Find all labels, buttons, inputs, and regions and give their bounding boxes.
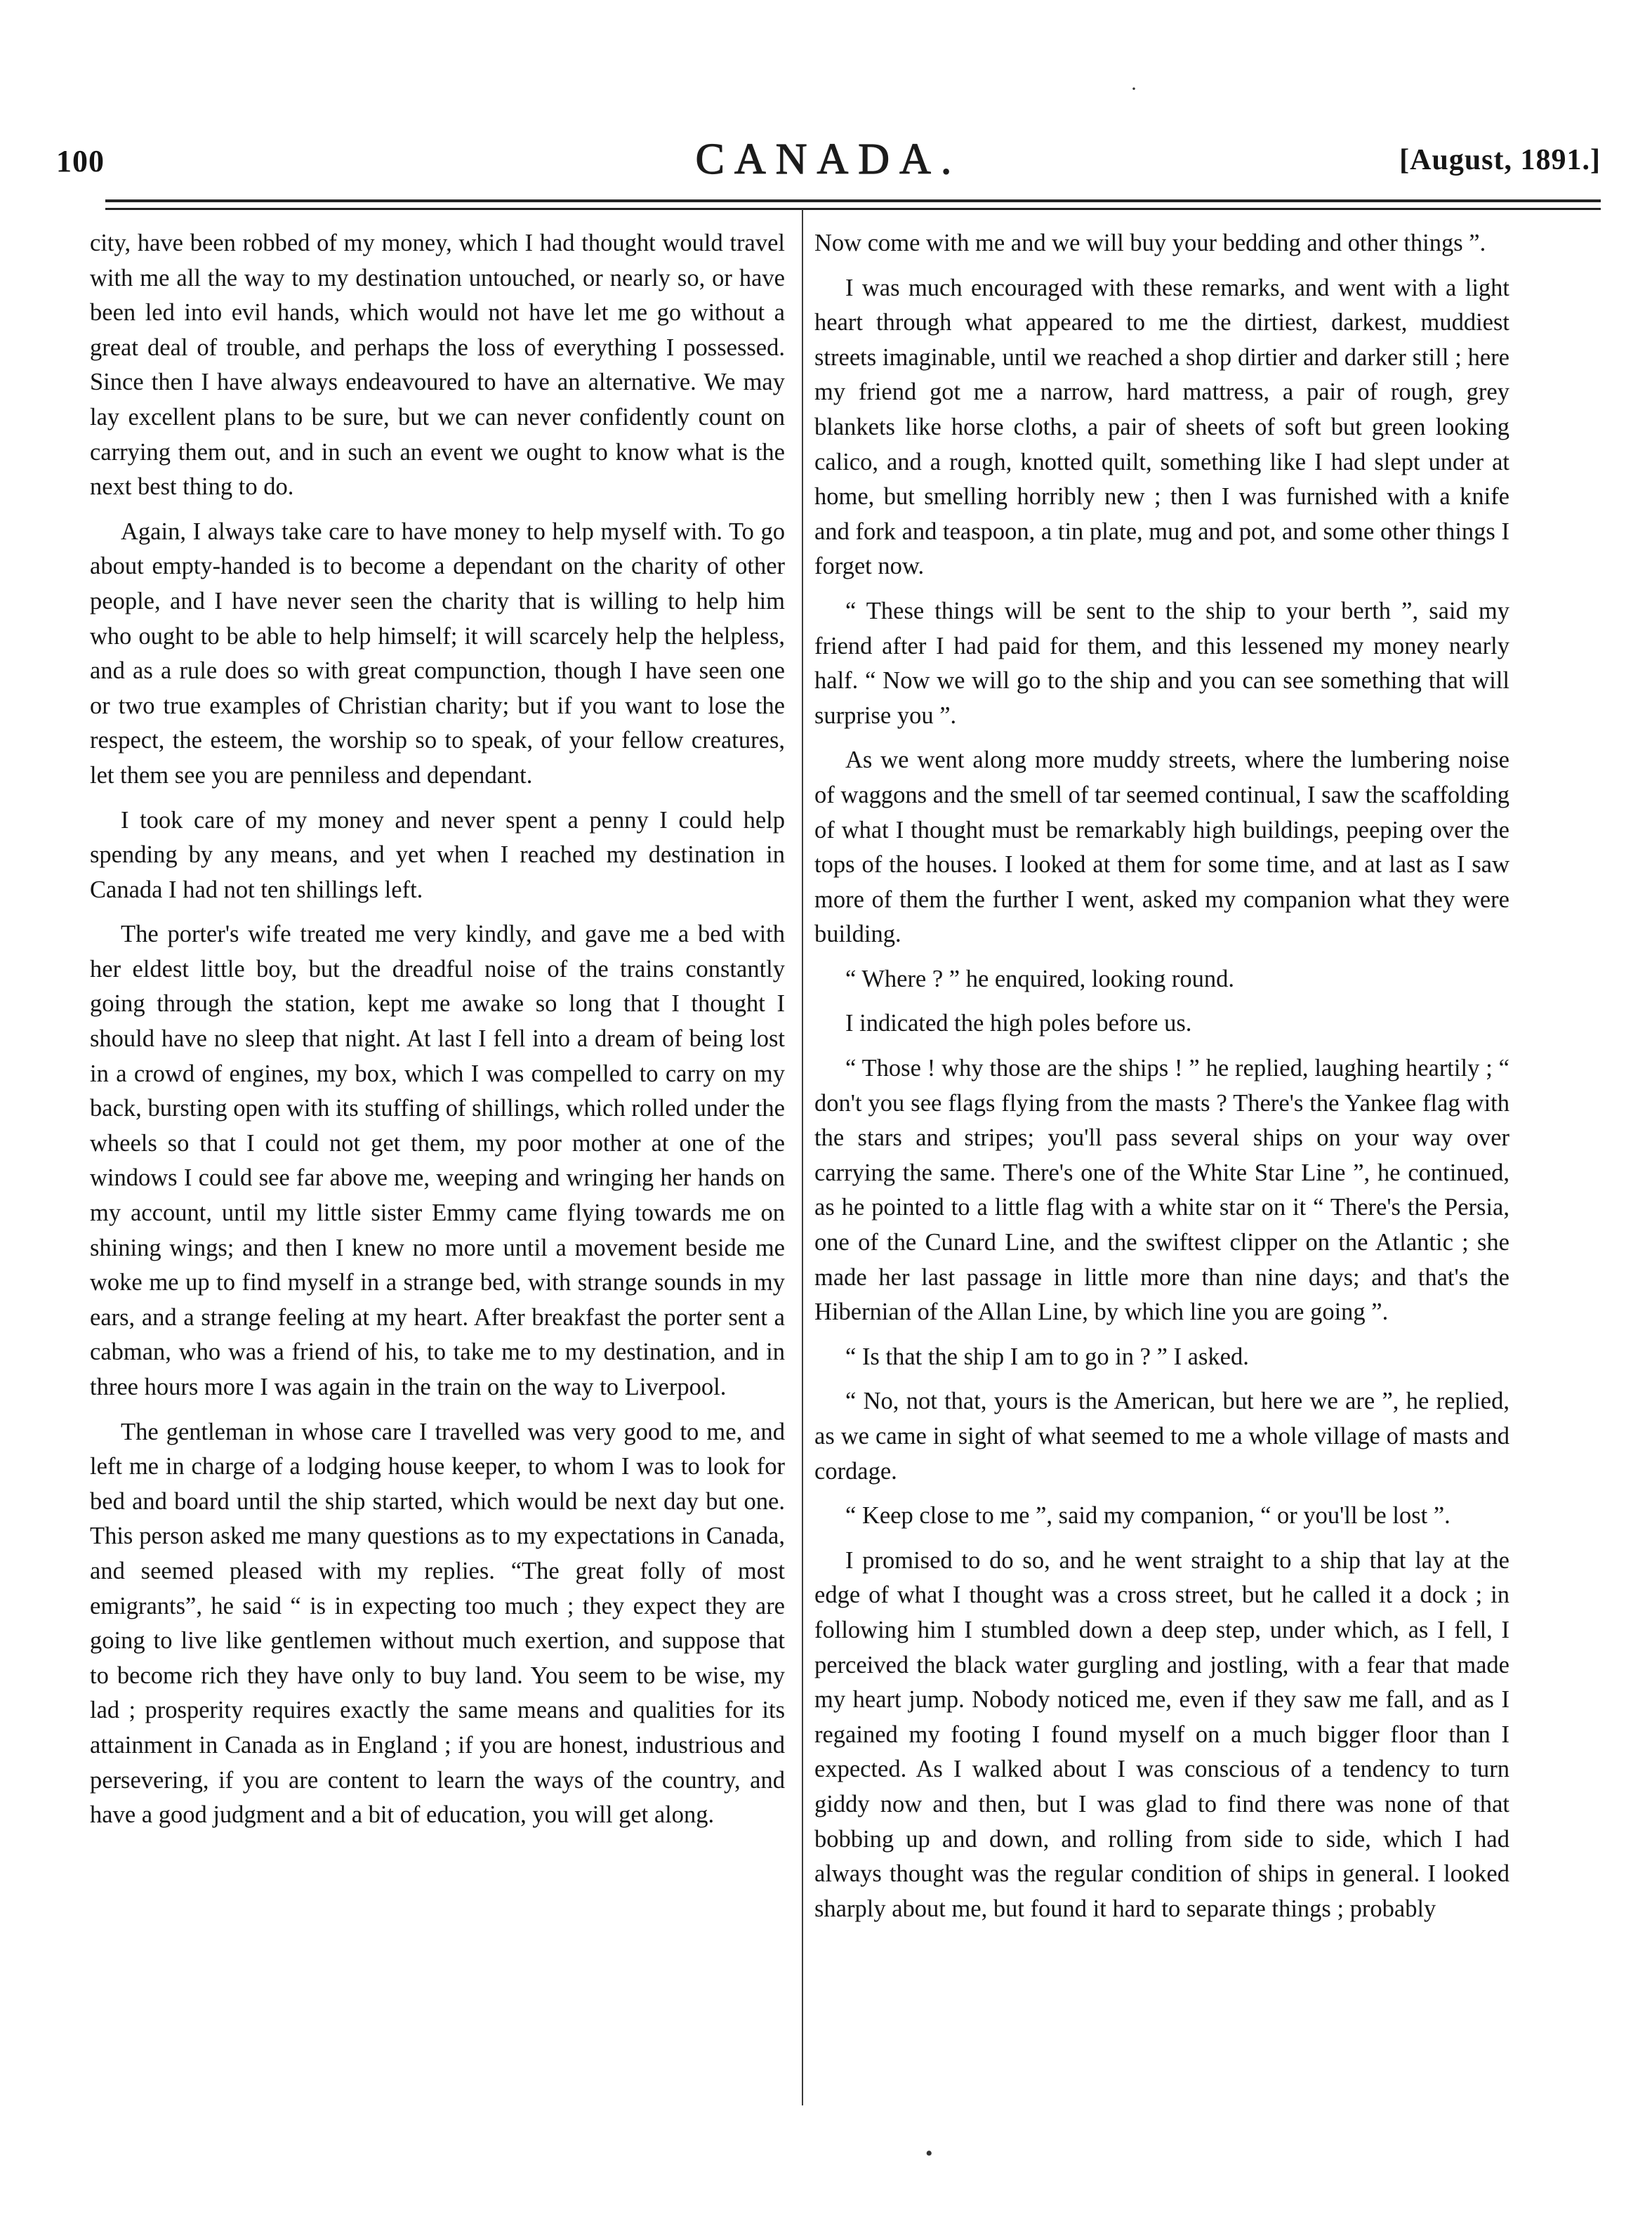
paragraph: “ These things will be sent to the ship to your berth ”, said my friend after I had paid for them, and this lessened my money nearly half. “ Now we will go to the ship and you can see something that will surprise you ”. — [814, 597, 1509, 729]
page-header — [56, 135, 1601, 198]
issue-date: [August, 1891.] — [1399, 144, 1601, 176]
right-column — [814, 226, 1509, 1936]
paragraph: city, have been robbed of my money, which I had thought would travel with me all the way to my destination untouched, or nearly so, or have been led into evil hands, which would not have let me go without a great deal of trouble, and perhaps the loss of everything I possessed. Since then I have always endeavoured to have an alternative. We may lay excellent plans to be sure, but we can never confidently count on carrying them out, and in such an event we ought to know what is the next best thing to do. — [90, 230, 785, 501]
paragraph: I promised to do so, and he went straight to a ship that lay at the edge of what I thought was a cross street, but he called it a dock ; in following him I stumbled down a deep step, under which, as I fell, I perceived the black water gurgling and jostling, with a fear that made my heart jump. Nobody noticed me, even if they saw me fall, and as I regained my footing I found myself on a much bigger floor than I expected. As I walked about I was conscious of a tendency to turn giddy now and then, but I was glad to find there was none of that bobbing up and down, and rolling from side to side, which I had always thought was the regular condition of ships in general. I looked sharply about me, but found it hard to separate things ; probably — [814, 1546, 1509, 1922]
paragraph: “ No, not that, yours is the American, but here we are ”, he replied, as we came in sight of what seemed to me a whole village of masts and cordage. — [814, 1388, 1509, 1485]
paragraph: I indicated the high poles before us. — [845, 1010, 1192, 1037]
page-number: 100 — [56, 144, 105, 178]
paragraph: “ Keep close to me ”, said my companion, “ or you'll be lost ”. — [845, 1502, 1451, 1530]
paragraph: As we went along more muddy streets, where the lumbering noise of waggons and the smell of tar seemed continual, I saw the scaffolding of what I thought must be remarkably high buildings, peeping over the tops of the houses. I looked at them for some time, and at last as I saw more of them the further I went, asked my companion what they were building. — [814, 747, 1509, 948]
paragraph: The gentleman in whose care I travelled was very good to me, and left me in charge of a lodging house keeper, to whom I was to look for bed and board until the ship started, which would be next day but one. This person asked me many questions as to my expectations in Canada, and seemed pleased with my replies. “The great folly of most emigrants”, he said “ is in expecting too much ; they expect they are going to live like gentlemen without much exertion, and suppose that to become rich they have only to buy land. You seem to be wise, my lad ; prosperity requires exactly the same means and qualities for its attainment in Canada as in England ; if you are honest, industrious and persevering, if you are content to learn the ways of the country, and have a good judgment and a bit of education, you will get along. — [90, 1418, 785, 1829]
left-column — [90, 226, 785, 1843]
paragraph: Now come with me and we will buy your bedding and other things ”. — [814, 230, 1486, 256]
paragraph: “ Is that the ship I am to go in ? ” I asked. — [845, 1343, 1249, 1370]
paragraph: “ Those ! why those are the ships ! ” he replied, laughing heartily ; “ don't you see flags flying from the masts ? There's the Yankee flag with the stars and stripes; you'll pass several ships on your way over carrying the same. There's one of the White Star Line ”, he continued, as he pointed to a little flag with a white star on it “ There's the Persia, one of the Cunard Line, and the swiftest clipper on the Atlantic ; she made her last passage in little more than nine days; and that's the Hibernian of the Allan Line, by which line you are going ”. — [814, 1055, 1509, 1326]
print-speck: • — [925, 2142, 933, 2165]
header-rule — [105, 199, 1601, 210]
paragraph: I was much encouraged with these remarks, and went with a light heart through what appeared to me the dirtiest, darkest, muddiest streets imaginable, until we reached a shop dirtier and darker still ; here my friend got me a narrow, hard mattress, a pair of rough, grey blankets like horse cloths, a pair of sheets of soft but green looking calico, and a rough, knotted quilt, something like I had slept under at home, but smelling horribly new ; then I was furnished with a knife and fork and teaspoon, a tin plate, mug and pot, and some other things I forget now. — [814, 274, 1509, 580]
paragraph: The porter's wife treated me very kindly, and gave me a bed with her eldest little boy, but the dreadful noise of the trains constantly going through the station, kept me awake so long that I thought I should have no sleep that night. At last I fell into a dream of being lost in a crowd of engines, my box, which I was compelled to carry on my back, bursting open with its stuffing of shillings, which rolled under the wheels so that I could not get them, my poor mother at one of the windows I could see far above me, weeping and wringing her hands on my account, until my little sister Emmy came flying towards me on shining wings; and then I knew no more until a movement beside me woke me up to find myself in a strange bed, with strange sounds in my ears, and a strange feeling at my heart. After breakfast the porter sent a cabman, who was a friend of his, to take me to my destination, and in three hours more I was again in the train on the way to Liverpool. — [90, 921, 785, 1400]
paragraph: I took care of my money and never spent a penny I could help spending by any means, and yet when I reached my destination in Canada I had not ten shillings left. — [90, 806, 785, 903]
journal-title: CANADA. — [695, 136, 962, 183]
column-divider — [802, 209, 803, 2105]
paragraph: “ Where ? ” he enquired, looking round. — [845, 965, 1235, 992]
print-speck: · — [1130, 77, 1137, 100]
paragraph: Again, I always take care to have money to help myself with. To go about empty-handed is to become a dependant on the charity of other people, and I have never seen the charity that is willing to help him who ought to be able to help himself; it will scarcely help the helpless, and as a rule does so with great compunction, though I have seen one or two true examples of Christian charity; but if you want to lose the respect, the esteem, the worship so to speak, of your fellow creatures, let them see you are penniless and dependant. — [90, 518, 785, 789]
